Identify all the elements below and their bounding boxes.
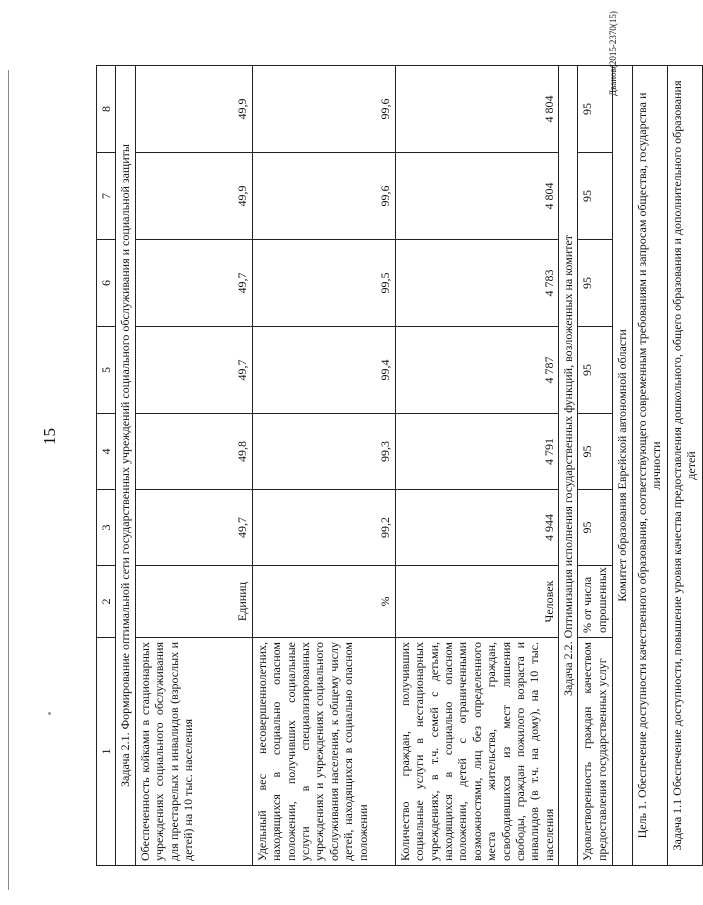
task-1-1-heading: Задача 1.1 Обеспечение доступности, повышение уровня качества предоставления дошкольного, общего образования и дополнительного образования детей xyxy=(667,66,702,866)
indicator-unit: Единиц xyxy=(135,566,252,638)
table-row xyxy=(252,66,395,866)
table-row xyxy=(395,66,558,866)
header-cell: 7 xyxy=(97,153,116,240)
task-2-2-heading: Задача 2.2. Оптимизация исполнения государственных функций, возложенных на комитет xyxy=(559,66,578,866)
value-cell: 4 783 xyxy=(395,240,558,327)
table-row xyxy=(135,66,252,866)
header-cell: 8 xyxy=(97,66,116,153)
indicator-name: Удельный вес несовершеннолетних, находящихся в социально опасном положении, получивших социальные услуги в специализированных учреждениях и учреждениях социального обслуживания населения, к общему числу детей, находящихся в социально опасном положении xyxy=(252,638,395,866)
value-cell: 49,8 xyxy=(135,414,252,490)
value-cell: 4 787 xyxy=(395,327,558,414)
value-cell: 99,3 xyxy=(252,414,395,490)
section-row xyxy=(632,66,667,866)
left-margin-line xyxy=(8,70,9,890)
value-cell: 95 xyxy=(578,414,613,490)
section-row xyxy=(559,66,578,866)
value-cell: 99,5 xyxy=(252,240,395,327)
value-cell: 95 xyxy=(578,153,613,240)
goal-1-heading: Цель 1. Обеспечение доступности качественного образования, соответствующего современным требованиям и запросам общества, государства и личности xyxy=(632,66,667,866)
header-cell: 1 xyxy=(97,638,116,866)
header-row xyxy=(97,66,116,866)
value-cell: 95 xyxy=(578,66,613,153)
document-code: Дванов(2015-2370(15) xyxy=(608,11,618,96)
value-cell: 95 xyxy=(578,240,613,327)
section-row xyxy=(116,66,135,866)
value-cell: 99,2 xyxy=(252,490,395,566)
value-cell: 4 791 xyxy=(395,414,558,490)
value-cell: 4 944 xyxy=(395,490,558,566)
task-2-1-heading: Задача 2.1. Формирование оптимальной сети государственных учреждений социального обслуживания и социальной защиты xyxy=(116,66,135,866)
indicator-unit: % xyxy=(252,566,395,638)
header-cell: 4 xyxy=(97,414,116,490)
value-cell: 99,4 xyxy=(252,327,395,414)
value-cell: 49,7 xyxy=(135,490,252,566)
section-row xyxy=(613,66,632,866)
value-cell: 99,6 xyxy=(252,66,395,153)
value-cell: 4 804 xyxy=(395,153,558,240)
value-cell: 49,9 xyxy=(135,66,252,153)
indicator-name: Количество граждан, получивших социальные услуги в нестационарных учреждениях, в т.ч. семей с детьми, находящихся в социально опасном положении, детей с ограниченными возможностями, лиц без определенного места жительства, граждан, освободившихся из мест лишения свободы, граждан пожилого возраста и инвалидов (в т.ч. на дому), на 10 тыс. населения xyxy=(395,638,558,866)
header-cell: 6 xyxy=(97,240,116,327)
value-cell: 99,6 xyxy=(252,153,395,240)
header-cell: 3 xyxy=(97,490,116,566)
value-cell: 4 804 xyxy=(395,66,558,153)
page-number: 15 xyxy=(40,428,59,445)
scan-speck xyxy=(48,712,51,715)
section-row xyxy=(667,66,702,866)
value-cell: 95 xyxy=(578,327,613,414)
header-cell: 5 xyxy=(97,327,116,414)
indicator-name: Удовлетворенность граждан качеством предоставления государственных услуг xyxy=(578,638,613,866)
table-row xyxy=(578,66,613,866)
indicator-name: Обеспеченность койками в стационарных учреждениях социального обслуживания для престарелых и инвалидов (взрослых и детей) на 10 тыс. населения xyxy=(135,638,252,866)
indicator-unit: Человек xyxy=(395,566,558,638)
header-cell: 2 xyxy=(97,566,116,638)
value-cell: 49,7 xyxy=(135,240,252,327)
value-cell: 49,9 xyxy=(135,153,252,240)
value-cell: 49,7 xyxy=(135,327,252,414)
value-cell: 95 xyxy=(578,490,613,566)
rotated-table-container xyxy=(96,66,699,866)
committee-heading: Комитет образования Еврейской автономной области xyxy=(613,66,632,866)
indicators-table xyxy=(96,65,703,866)
indicator-unit: % от числа опрошенных xyxy=(578,566,613,638)
